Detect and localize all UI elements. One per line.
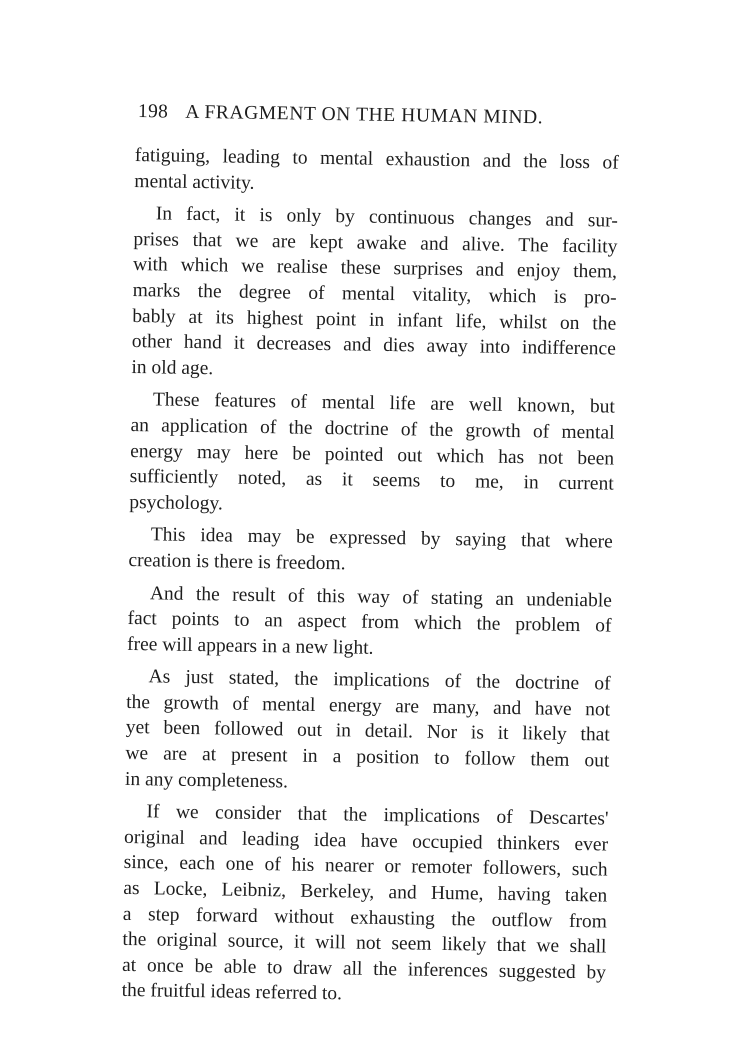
text-line: as Locke, Leibniz, Berkeley, and Hume, having taken	[123, 877, 608, 907]
text-line: with which we realise these surprises and enjoy them,	[132, 254, 618, 283]
text-line: mental activity.	[134, 170, 255, 194]
text-line: fatiguing, leading to mental exhaustion and the loss of	[134, 144, 619, 174]
text-line: in old age.	[131, 356, 214, 380]
text-line: This idea may be expressed by saying that where	[150, 524, 613, 553]
text-line: In fact, it is only by continuous changes and sur-	[155, 203, 618, 232]
paragraph	[127, 580, 612, 664]
text-line: marks the degree of mental vitality, which is pro-	[132, 279, 617, 309]
text-line: bably at its highest point in infant life, whilst on the	[132, 305, 617, 335]
page-number: 198	[137, 101, 169, 123]
text-line: As just stated, the implications of the doctrine of	[148, 666, 611, 695]
text-line: creation is there is freedom.	[128, 549, 346, 575]
text-line: original and leading idea have occupied thinkers ever	[123, 826, 609, 856]
text-line: the original source, it will not seem likely that we shall	[122, 929, 607, 958]
text-line: a step forward without exhausting the outflow from	[122, 903, 607, 933]
text-line: the fruitful ideas referred to.	[121, 980, 343, 1005]
paragraph	[129, 387, 615, 523]
running-title: A FRAGMENT ON THE HUMAN MIND.	[185, 101, 544, 129]
text-line: And the result of this way of stating an undeniable	[149, 582, 613, 612]
paragraph	[131, 201, 618, 388]
text-line: prises that we are kept awake and alive. The facility	[133, 228, 618, 258]
running-head	[138, 101, 578, 130]
text-line: free will appears in a new light.	[126, 633, 374, 659]
paragraph	[128, 522, 613, 581]
text-line: psychology.	[129, 491, 224, 515]
text-line: energy may here be pointed out which has not been	[129, 440, 615, 470]
text-line: the growth of mental energy are many, and have not	[126, 691, 611, 721]
paragraph	[134, 143, 619, 202]
paragraph	[121, 799, 608, 1011]
text-line: at once be able to draw all the inferences suggested by	[121, 954, 607, 984]
text-line: an application of the doctrine of the growth of mental	[130, 414, 615, 444]
text-line: since, each one of his nearer or remoter followers, such	[123, 852, 608, 881]
text-line: other hand it decreases and dies away into indifference	[131, 331, 616, 360]
text-line: in any completeness.	[124, 768, 289, 793]
text-line: yet been followed out in detail. Nor is it likely that	[125, 717, 610, 746]
text-line: sufficiently noted, as it seems to me, in current	[129, 466, 614, 495]
text-line: If we consider that the implications of Descartes'	[146, 801, 609, 830]
text-line: These features of mental life are well known, but	[152, 389, 616, 418]
body-text	[121, 143, 619, 1018]
text-line: we are at present in a position to follow them out	[125, 742, 610, 772]
text-line: fact points to an aspect from which the problem of	[127, 608, 612, 637]
paragraph	[125, 664, 611, 800]
